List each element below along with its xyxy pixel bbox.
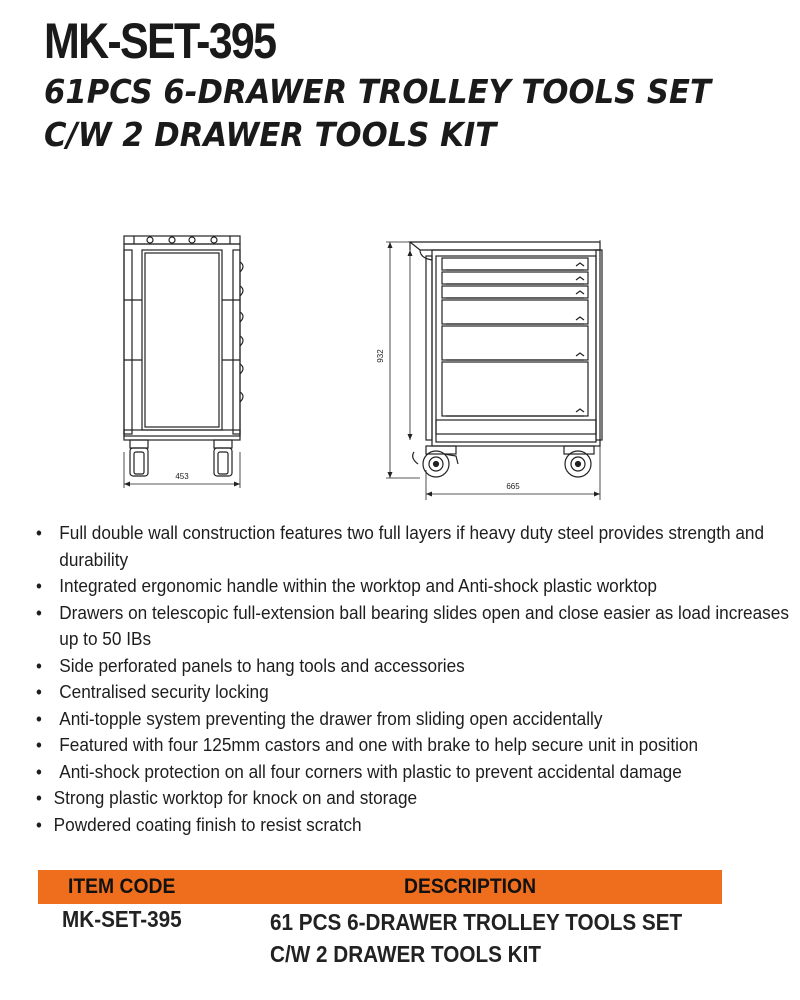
side-view-drawing <box>124 236 243 488</box>
bullet-icon: • <box>36 655 42 676</box>
feature-text: Powdered coating finish to resist scratch <box>53 813 362 835</box>
feature-text: Full double wall construction features two full layers if heavy duty steel provides strength and durability <box>59 522 765 570</box>
feature-item <box>36 520 794 573</box>
height-dimension: 932 <box>376 349 385 363</box>
product-title-line1: 61PCS 6-DRAWER TROLLEY TOOLS SET <box>44 72 711 111</box>
front-view-drawing <box>386 240 602 500</box>
feature-item <box>36 600 794 653</box>
feature-item <box>36 759 794 786</box>
feature-text: Anti-shock protection on all four corners with plastic to prevent accidental damage <box>59 760 682 782</box>
bullet-icon: • <box>36 576 42 596</box>
feature-item <box>36 573 794 600</box>
description-header: DESCRIPTION <box>404 875 537 898</box>
feature-item <box>36 653 794 680</box>
feature-text: Centralised security locking <box>59 681 269 702</box>
bullet-icon: • <box>36 788 42 808</box>
bullet-icon: • <box>36 708 42 729</box>
bullet-icon: • <box>36 735 42 755</box>
front-width-dimension: 665 <box>506 482 520 491</box>
feature-list <box>36 520 789 838</box>
product-title-line2: C/W 2 DRAWER TOOLS KIT <box>44 115 497 154</box>
model-code-title: MK-SET-395 <box>44 13 276 69</box>
feature-text: Strong plastic worktop for knock on and storage <box>53 787 418 808</box>
feature-text: Featured with four 125mm castors and one with brake to help secure unit in position <box>59 734 699 755</box>
feature-item <box>36 812 788 839</box>
feature-item <box>36 732 794 759</box>
feature-item <box>36 785 788 812</box>
feature-text: Integrated ergonomic handle within the worktop and Anti-shock plastic worktop <box>59 575 657 596</box>
feature-text: Side perforated panels to hang tools and accessories <box>59 654 465 676</box>
bullet-icon: • <box>36 523 42 543</box>
description-cell: 61 PCS 6-DRAWER TROLLEY TOOLS SET C/W 2 DRAWER TOOLS KIT <box>270 909 683 967</box>
feature-item <box>36 679 794 706</box>
feature-text: Anti-topple system preventing the drawer from sliding open accidentally <box>59 707 603 729</box>
bullet-icon: • <box>36 682 42 702</box>
item-code-cell: MK-SET-395 <box>62 906 182 932</box>
table-header-bar <box>38 870 722 904</box>
feature-item <box>36 706 794 733</box>
bullet-icon: • <box>36 602 42 623</box>
side-width-dimension: 453 <box>175 472 189 481</box>
bullet-icon: • <box>36 761 42 782</box>
item-code-header: ITEM CODE <box>68 875 176 898</box>
bullet-icon: • <box>36 814 42 835</box>
feature-text: Drawers on telescopic full-extension ball bearing slides open and close easier as load increases up to 50 IBs <box>59 601 789 649</box>
